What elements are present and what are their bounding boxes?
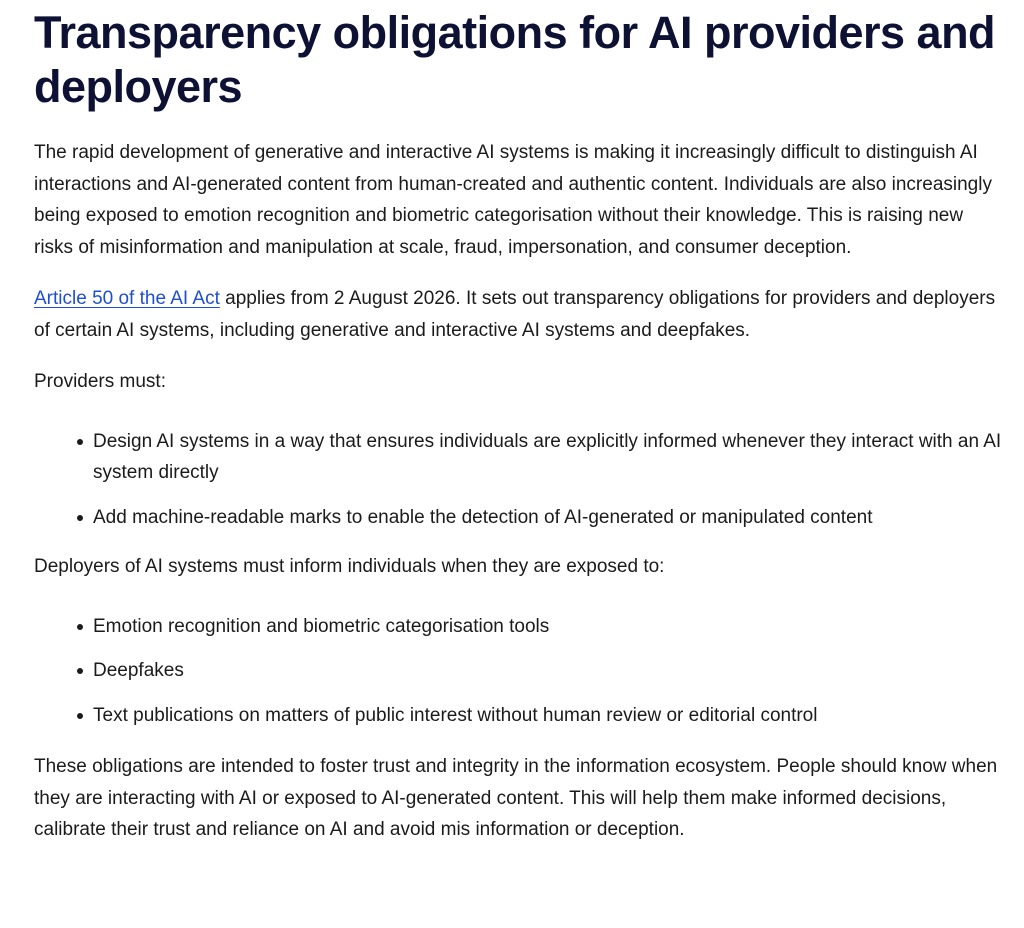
article-50-link[interactable]: Article 50 of the AI Act [34, 288, 220, 309]
providers-heading: Providers must: [34, 371, 166, 392]
intro-paragraph: The rapid development of generative and interactive AI systems is making it increasingly difficult to distinguish AI interactions and AI-generated content from human-created and authentic content. Individuals are also increasingly being exposed to emotion recognition and biometric categorisation without their knowledge. This is raising new risks of misinformation and manipulation at scale, fraud, impersonation, and consumer deception. [34, 142, 992, 258]
list-item: Emotion recognition and biometric categorisation tools [93, 611, 1004, 643]
list-item: Deepfakes [93, 655, 1004, 687]
article-paragraph-text: applies from 2 August 2026. It sets out transparency obligations for providers and deployers of certain AI systems, including generative and interactive AI systems and deepfakes. [34, 288, 996, 341]
list-item: Design AI systems in a way that ensures individuals are explicitly informed whenever they interact with an AI system directly [93, 426, 1004, 489]
deployers-list [34, 611, 1004, 732]
closing-paragraph: These obligations are intended to foster trust and integrity in the information ecosystem. People should know when they are interacting with AI or exposed to AI-generated content. This will help them make informed decisions, calibrate their trust and reliance on AI and avoid mis information or deception. [34, 756, 998, 840]
list-item: Text publications on matters of public interest without human review or editorial control [93, 700, 1004, 732]
article-paragraph [34, 283, 1004, 346]
deployers-heading: Deployers of AI systems must inform individuals when they are exposed to: [34, 556, 665, 577]
list-item: Add machine-readable marks to enable the detection of AI-generated or manipulated content [93, 502, 1004, 534]
providers-list [34, 426, 1004, 534]
page-title: Transparency obligations for AI providers and deployers [34, 7, 996, 112]
